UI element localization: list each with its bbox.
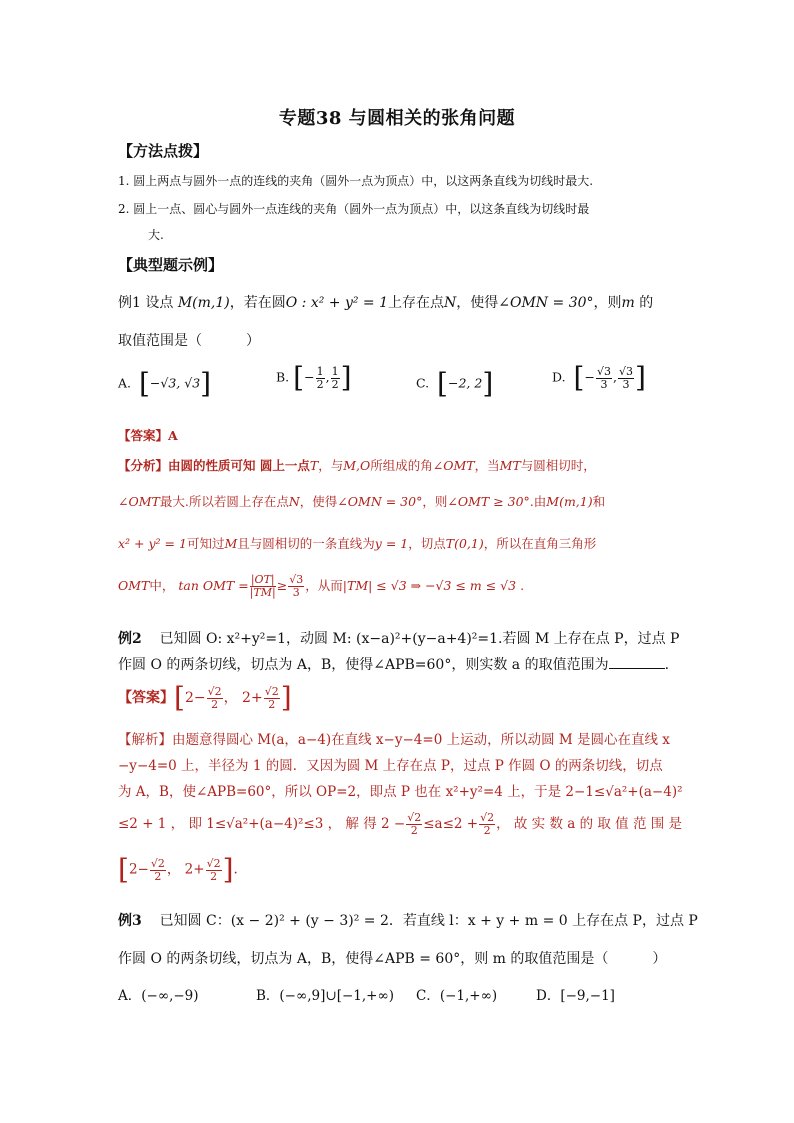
examples-heading: 【典型题示例】: [118, 256, 224, 274]
ex1-analysis-line2: ∠OMT最大.所以若圆上存在点N，使得∠OMN = 30°，则∠OMT ≥ 30°.由M(m,1)和: [118, 494, 606, 509]
ex2-answer: 【答案】[2− $\frac{√2}{2}$ ， 2+ $\frac{√2}{2}$ ]: [118, 681, 292, 714]
ex2-solution-line4: ≤2 + 1 ， 即 1≤√a²+(a−4)²≤3 ， 解 得 2 − $\frac{√2}{2}$ ≤a≤2 + $\frac{√2}{2}$ ， 故 实 数 a 的 取 值 范 围 是: [118, 811, 683, 837]
ex2-question-line2: 作圆 O 的两条切线，切点为 A，B，使得∠APB=60°，则实数 a 的取值范围为 .: [118, 657, 670, 673]
ex1-question-line2: 取值范围是（ ）: [118, 333, 260, 349]
ex1-answer: 【答案】A: [118, 428, 178, 443]
ex3-question-line1: 例3 已知圆 C：(x − 2)² + (y − 3)² = 2．若直线 l：x + y + m = 0 上存在点 P，过点 P: [118, 913, 698, 929]
ex3-option-c: C．(−1,+∞): [416, 988, 498, 1004]
method-heading: 【方法点拨】: [118, 142, 209, 160]
ex1-analysis-line4: OMT中， tan OMT = $\frac{|OT|}{|TM|}$ ≥ $\frac{√3}{3}$ ，从而|TM| ≤ √3 ⇒ −√3 ≤ m ≤ √3 .: [118, 573, 525, 599]
ex1-option-d: D. [− $\frac{√3}{3}$ , $\frac{√3}{3}$ ]: [552, 361, 646, 394]
method-item-1: 1. 圆上两点与圆外一点的连线的夹角（圆外一点为顶点）中，以这两条直线为切线时最大.: [118, 174, 594, 188]
ex2-solution-line1: 【解析】由题意得圆心 M(a，a−4)在直线 x−y−4=0 上运动，所以动圆 M 是圆心在直线 x: [118, 732, 670, 748]
method-item-2-cont: 大.: [148, 228, 164, 242]
ex3-option-a: A．(−∞,−9): [118, 988, 199, 1004]
ex3-option-b: B．(−∞,9]∪[−1,+∞): [256, 988, 394, 1004]
ex1-option-a: A. [−√3, √3]: [118, 367, 212, 400]
ex2-solution-line5: [2− $\frac{√2}{2}$ ， 2+ $\frac{√2}{2}$ ].: [118, 853, 238, 886]
ex1-question-line1: 例1 设点 M(m,1)，若在圆O : x² + y² = 1上存在点N，使得∠OMN = 30°，则m 的: [118, 295, 654, 311]
method-item-2: 2. 圆上一点、圆心与圆外一点连线的夹角（圆外一点为顶点）中，以这条直线为切线时最: [118, 202, 590, 216]
ex3-option-d: D．[−9,−1]: [536, 988, 615, 1004]
ex2-solution-line3: 为 A，B，使∠APB=60°，所以 OP=2，即点 P 也在 x²+y²=4 上，于是 2−1≤√a²+(a−4)²: [118, 784, 683, 800]
ex3-question-line2: 作圆 O 的两条切线，切点为 A，B，使得∠APB = 60°，则 m 的取值范围是（ ）: [118, 951, 667, 967]
ex1-analysis-line3: x² + y² = 1可知过M且与圆相切的一条直线为y = 1，切点T(0,1)，所以在直角三角形: [118, 536, 597, 551]
ex1-analysis-line1: 【分析】由圆的性质可知 圆上一点T，与M,O所组成的角∠OMT，当MT与圆相切时，: [118, 458, 596, 473]
ex2-solution-line2: −y−4=0 上，半径为 1 的圆．又因为圆 M 上存在点 P，过点 P 作圆 O 的两条切线，切点: [118, 758, 663, 774]
page-title: 专题38 与圆相关的张角问题: [278, 108, 516, 129]
ex2-question-line1: 例2 已知圆 O: x²+y²=1，动圆 M: (x−a)²+(y−a+4)²=1.若圆 M 上存在点 P，过点 P: [118, 631, 680, 647]
ex1-option-c: C. [−2, 2]: [416, 367, 494, 400]
ex1-option-b: B. [− $\frac{1}{2}$ , $\frac{1}{2}$ ]: [276, 361, 352, 394]
